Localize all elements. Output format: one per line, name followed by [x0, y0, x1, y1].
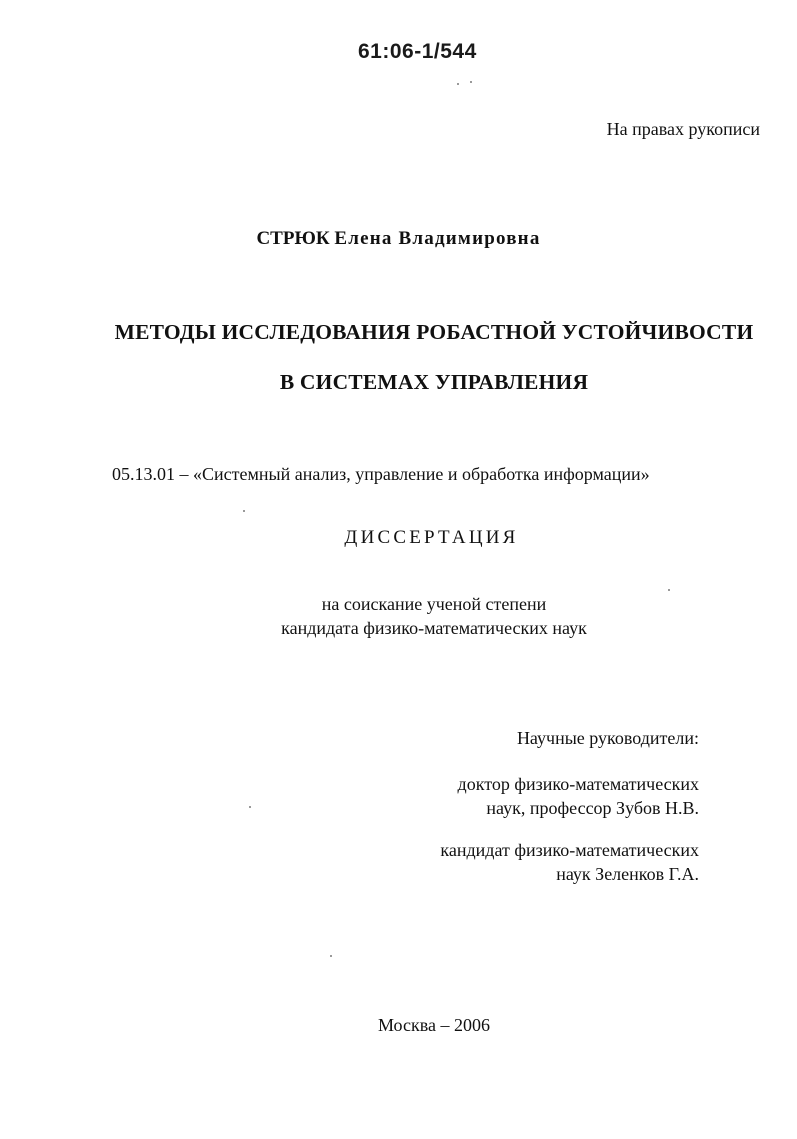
supervisors-heading: Научные руководители: — [516, 728, 699, 748]
degree-line-1: на соискание ученой степени — [321, 594, 547, 614]
supervisor-first — [458, 772, 699, 820]
supervisor-first-line-2: наук, профессор Зубов Н.В. — [486, 798, 699, 818]
degree-line-2: кандидата физико-математических наук — [281, 618, 587, 638]
scan-speck — [668, 589, 670, 591]
supervisor-second — [440, 838, 699, 886]
scan-speck — [470, 81, 472, 83]
author-name — [0, 228, 797, 250]
author-surname: СТРЮК — [256, 228, 330, 249]
scan-speck — [249, 806, 251, 808]
supervisor-second-line-1: кандидат физико-математических — [440, 840, 699, 860]
document-type: ДИССЕРТАЦИЯ — [344, 527, 519, 548]
scan-speck — [243, 510, 245, 512]
archive-stamp: 61:06-1/544 — [358, 40, 477, 63]
scan-speck — [457, 83, 459, 85]
thesis-title-line-2: В СИСТЕМАХ УПРАВЛЕНИЯ — [279, 370, 589, 394]
speciality-code: 05.13.01 – «Системный анализ, управление и обработка информации» — [112, 464, 650, 484]
thesis-title-line-1: МЕТОДЫ ИССЛЕДОВАНИЯ РОБАСТНОЙ УСТОЙЧИВОСТИ — [114, 320, 754, 344]
supervisor-first-line-1: доктор физико-математических — [457, 774, 699, 794]
supervisor-second-line-2: наук Зеленков Г.А. — [556, 864, 699, 884]
rights-note: На правах рукописи — [606, 119, 760, 139]
author-given-names: Елена Владимировна — [334, 228, 541, 249]
scan-speck — [330, 955, 332, 957]
city-year: Москва – 2006 — [378, 1015, 490, 1035]
